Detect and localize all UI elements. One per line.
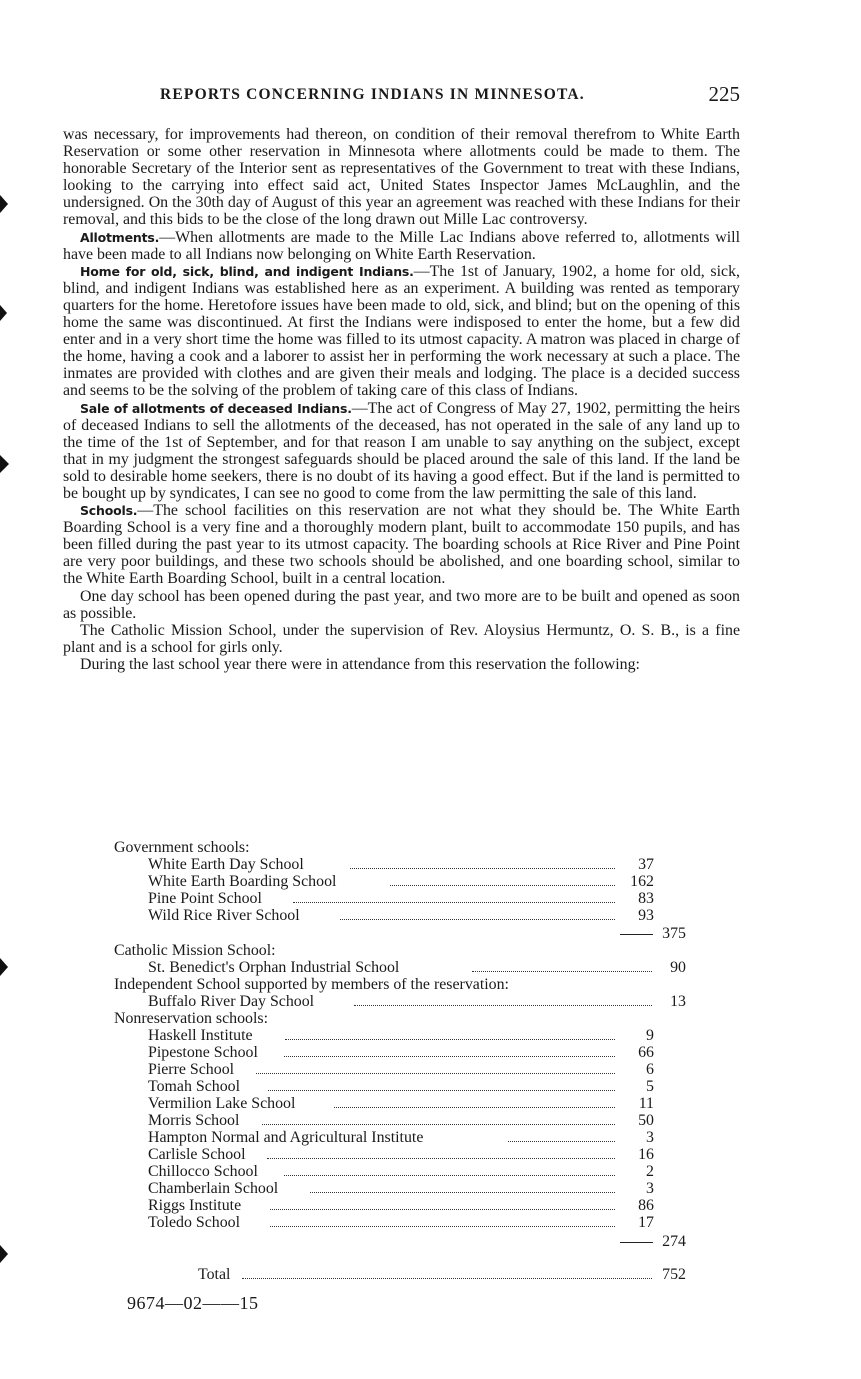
dot-leader [267,1157,615,1159]
running-head: REPORTS CONCERNING INDIANS IN MINNESOTA. [160,86,585,103]
dot-leader [284,1055,615,1057]
table-row: Hampton Normal and Agricultural Institute 3 [148,1129,654,1146]
table-row: Chillocco School 2 [148,1163,654,1180]
page-header [120,82,740,110]
table-row: Pipestone School 66 [148,1044,654,1061]
dot-leader [508,1140,615,1142]
table-row: Wild Rice River School 93 [148,907,654,924]
dot-leader [268,1089,615,1091]
dot-leader [390,884,615,886]
table-row: Chamberlain School 3 [148,1180,654,1197]
paragraph-text: —The 1st of January, 1902, a home for old, sick, blind, and indigent Indians was established here as an experiment. A building was rented as temporary quarters for the home. Heretofore issues have been made to old, sick, and blind; but on the opening of this home the same was discontinued. At first the Indians were indisposed to enter the home, but a few did enter and in a very short time the home was filled to its utmost capacity. A matron was placed in charge of the home, having a cook and a laborer to assist her in performing the work necessary at such a place. The inmates are provided with clothes and are given their meals and lodging. The place is a decided success and seems to be the solving of the problem of taking care of this class of Indians. [63,262,740,400]
table-row: Carlisle School 16 [148,1146,654,1163]
paragraph-mille-lac: was necessary, for improvements had thereon, on condition of their removal therefrom to White Earth Reservation or some other reservation in Minnesota where allotments could be made to them. The honorable Secretary of the Interior sent as representatives of the Government to treat with these Indians, looking to the carrying into effect said act, United States Inspector James McLaughlin, and the undersigned. On the 30th day of August of this year an agreement was reached with these Indians for their removal, and this bids to be the close of the long drawn out Mille Lac controversy. [63,126,740,229]
dot-leader [256,1072,615,1074]
table-row: Morris School 50 [148,1112,654,1129]
paragraph-schools [63,502,740,587]
body-text [63,126,740,673]
subtotal-row: 274 [0,1233,861,1250]
table-row: Pine Point School 83 [148,890,654,907]
dot-leader [284,1174,615,1176]
table-row: Buffalo River Day School 13 [148,993,686,1010]
dot-leader [354,1004,652,1006]
dot-leader [472,970,652,972]
paragraph-day-school: One day school has been opened during the past year, and two more are to be built and opened as soon as possible. [63,587,740,622]
dot-leader [270,1225,615,1227]
table-row: Toledo School 17 [148,1214,654,1231]
binding-mark [0,958,8,976]
table-group-label: Government schools: [114,839,250,856]
table-row: Tomah School 5 [148,1078,654,1095]
paragraph-allotments [63,229,740,263]
paragraph-home [63,263,740,400]
table-row: White Earth Boarding School 162 [148,873,654,890]
dot-leader [242,1277,652,1279]
dot-leader [350,867,615,869]
table-row: White Earth Day School 37 [148,856,654,873]
paragraph-attendance-intro: During the last school year there were in attendance from this reservation the following: [80,655,640,673]
dot-leader [270,1208,615,1210]
page-number: 225 [708,82,740,106]
section-heading-sale: Sale of allotments of deceased Indians. [80,400,352,416]
binding-mark [0,305,7,321]
subtotal-row: 375 [0,925,861,942]
dot-leader [334,1106,615,1108]
dot-leader [340,918,615,920]
table-row: Riggs Institute 86 [148,1197,654,1214]
binding-mark [0,1245,8,1263]
paragraph-text: —When allotments are made to the Mille Lac Indians above referred to, allotments will have been made to all Indians now belonging on White Earth Reservation. [63,228,740,263]
dot-leader [285,1038,615,1040]
dot-leader [262,1123,615,1125]
binding-mark [0,195,8,213]
binding-mark [0,455,9,473]
paragraph-sale-of-allotments [63,400,740,503]
signature-line: 9674—02——15 [127,1293,259,1313]
table-row: Pierre School 6 [148,1061,654,1078]
table-group-label: Nonreservation schools: [114,1010,269,1027]
table-row: Vermilion Lake School 11 [148,1095,654,1112]
section-heading-schools: Schools. [80,503,138,519]
paragraph-text: —The school facilities on this reservation are not what they should be. The White Earth Boarding School is a very fine and a thoroughly modern plant, built to accommodate 150 pupils, and has been filled during the past year to its utmost capacity. The boarding schools at Rice River and Pine Point are very poor buildings, and these two schools should be abolished, and one boarding school, similar to the White Earth Boarding School, built in a central location. [63,502,740,588]
section-heading-allotments: Allotments. [80,229,160,245]
dot-leader [293,901,615,903]
section-heading-home: Home for old, sick, blind, and indigent Indians. [80,263,414,279]
table-row: Haskell Institute 9 [148,1027,654,1044]
paragraph-catholic-mission: The Catholic Mission School, under the supervision of Rev. Aloysius Hermuntz, O. S. B., is a fine plant and is a school for girls only. [63,621,740,656]
table-group-label: Independent School supported by members of the reservation: [114,976,509,993]
total-row: Total 752 [198,1266,686,1283]
paragraph-text: —The act of Congress of May 27, 1902, permitting the heirs of deceased Indians to sell the allotments of the deceased, has not operated in the sale of any land up to the time of the 1st of September, and for that reason I am unable to say anything on the subject, except that in my judgment the strongest safeguards should be placed around the sale of this land. If the land be sold to desirable home seekers, there is no doubt of its having a good effect. But if the land is permitted to be bought up by syndicates, I can see no good to come from the law permitting the sale of this land. [63,399,741,502]
dot-leader [310,1191,615,1193]
table-row: St. Benedict's Orphan Industrial School 90 [148,959,686,976]
table-group-label: Catholic Mission School: [114,942,276,959]
